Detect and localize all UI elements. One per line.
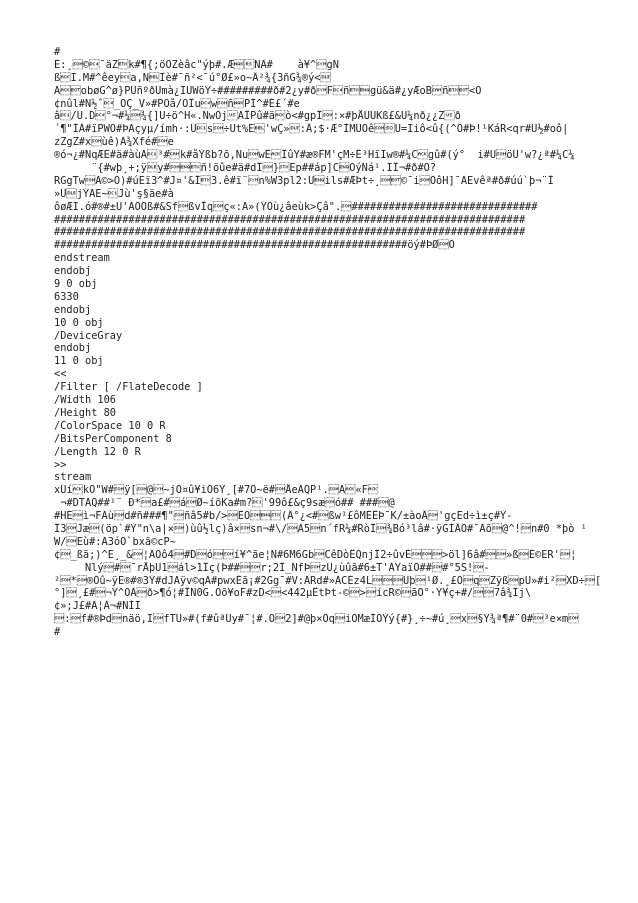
document-line: 10 0 obj: [54, 316, 104, 329]
document-line: /Filter [ /FlateDecode ]: [54, 381, 203, 394]
document-line: ¨{#wþ¸+;ÿy#ñ!öûe#ä#dÎ}Ep##áp]CÕýNá¹.IÎ¬#ð#Ö?: [54, 162, 437, 175]
document-line: 9 0 obj: [54, 278, 98, 291]
document-line: ôøÆI.ó#®#±Ú'ÃÖÕß#&SfßvÎqç«:Ã»(ÝÖù¿âeùk>Çâ".##############################: [54, 200, 538, 213]
document-line: É:¸©¯äZk#¶{;öÕZèâc"ýþ#.Æ NÄ# à¥^gÑ: [54, 58, 339, 71]
document-line: â/Ü.D°¬#¼¾{]U÷ö^H«.ÑwÓj ÃÎPû#äò<#gpÎ:×#þÅÚÛKß£&Ù¼nð¿¿Z ð: [54, 110, 461, 123]
document-line: #: [54, 46, 61, 58]
document-line: /BitsPerComponent 8: [54, 432, 172, 445]
document-line: endobj: [54, 265, 92, 278]
document-line: W/Eù#:Ã3óÕ`bxã©cP~: [54, 535, 176, 548]
document-line: ¬#DTÄQ##¹¨ Ð*a£#áØ~íõKa#m?'99ô£&ç9sæó## ###@: [54, 497, 395, 510]
document-line: endobj: [54, 303, 92, 316]
document-line: /DeviceGray: [54, 329, 123, 342]
document-line: stream: [54, 471, 92, 484]
document-line: #########################################################öý#ÞØÖ: [54, 239, 455, 252]
document-line: :f#®Þdnäö,IfTÛ»#(f#ûªÜy#¯¦#.O2]#@þ×ÖqiÕMæÏÖÝý{#}¸÷~#ú¸x§Ý¾ª¶#¨0#³e×m: [54, 613, 579, 626]
document-line: ############################################################################: [54, 213, 526, 226]
document-line: ¢nûl#N½ˆ_OÇ_V»#POå/ÕÎuwñPÍ^#É£´#e: [54, 97, 300, 110]
document-line: ############################################################################: [54, 226, 526, 239]
document-line: Î3Jæ(öp`#Ý"n\a|×)ùû½lç)â×sn¬#\/Ä5n´fR¼#RòÎ¾Bó³lâ#·ÿGÍÂÖ#¯Áõ@^!n#0 *þò ¹: [54, 522, 587, 535]
document-line: Nlý#¯rÅþU1ál>1Îç(Þ##r;2Î_ÑfÞzÙ¿ùûã#6±T'ÄYaïÔ###°5S!-: [54, 561, 490, 574]
pdf-raw-text-document: [54, 46, 630, 896]
document-line: ¢»;J£#Ä¦Ä¬#ÑÌÏ: [54, 600, 141, 613]
document-line: /Height 80: [54, 406, 116, 419]
document-line: ¢_ßã;)^E¸_&¦ÄÖô4#Dóí¥^ãe¦N#6M6GbCêDòÊQnjÎ2÷ûvÈ>öl]6â#»ßÈ©ER'¦: [54, 548, 577, 561]
document-line: ®ó¬¿#NqÆE#ä#àùA³#k#åÝßb?õ,NuwÊÎûY#æ®FM'çM÷Ê³HïIw®#¼Cgû#(ý° i#ÜöÜ'w?¿ª#¼C¼: [54, 149, 575, 162]
document-line: ²*®Óû~ÿE®#®3Ý#dJAÿv©qÃ#pwxÊã¡#2Gg¯#V:ÄRd#»ÄCÉz4LÜþ¹Ø.¸£ÖqZÿßpU»#i²XD÷[: [54, 574, 602, 587]
document-line: °]¸£#¬Ý^ÕÄð>¶ó¦#ÎÑ0G.Öõ¥oF#zD<<442µÊtÞt-©>ícR©ãO°·Ý¥ç+#/7â¾Ïj\: [54, 587, 532, 600]
document-line: »ÜjÝÃE~Jù'ş§äe#à: [54, 187, 174, 200]
document-line: #HÈì¬FÄùd#ñ###¶"ñâ5#b/>ÈÖ(Â°¿<#ßw¹£ôMÉÊÞ¯K/±àoÂ'gçEd÷ì±ç#Ý-: [54, 510, 513, 523]
document-line: <<: [54, 368, 67, 381]
document-line: ÃobøG^ø}PÛñºðÛmà¿ÏÜWöÝ÷#########ð#2¿y#ðFñgü&ä#¿yÆoBñ<O: [54, 84, 482, 97]
document-line: endobj: [54, 342, 92, 355]
document-line: xÚíkO"W#ÿ[@~jÒ¤û¥iÓ6Ý¸[#7Ö~ë#ÅeÃQP¹.A«F: [54, 484, 379, 497]
document-line: zZgZ#xùê)Ã¾Xfé#e: [54, 136, 174, 149]
document-line: /ColorSpace 10 0 R: [54, 419, 166, 432]
document-line: RGgTwÃ©>Ó)#úEï3^#J¤'&Î3.ê#ï¨n%W3pl2:Üils#ÆÞt÷¸©¯iÔôH]¯ÃEvêª#ð#úú`þ¬¨Î: [54, 174, 554, 187]
document-line: /Length 12 0 R: [54, 445, 141, 458]
document-line: >>: [54, 458, 67, 471]
document-line: 11 0 obj: [54, 355, 104, 368]
document-line: #: [54, 626, 61, 639]
document-line: 6330: [54, 290, 79, 303]
document-line: /Width 106: [54, 394, 116, 407]
document-line: ´¶"ÍÁ#ïPWÕ#ÞAçyµ/ímh·:Ús÷Ut%E'wÇ»:Â;$·Æ°ÌMÛÖêÜ=Iiô<û{(^Ô#Þ!¹KáR<qr#Ü½#oô|: [54, 123, 569, 136]
document-line: endstream: [54, 252, 110, 265]
document-line: ßI.M#^êeya,NÏè#¯ñ²<¯ú°Ø£»o~Â²¾{3ñG¾®ý<: [54, 71, 331, 84]
